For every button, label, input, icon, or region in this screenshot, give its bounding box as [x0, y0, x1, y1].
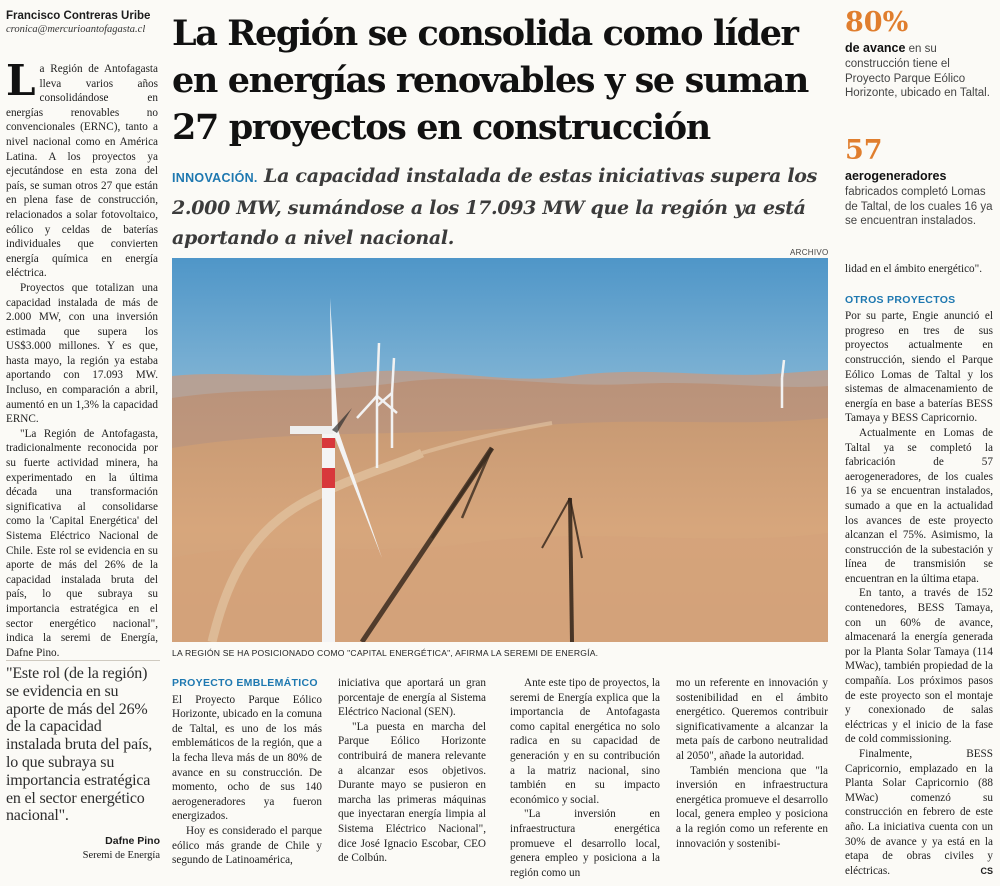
paragraph: Proyectos que totalizan una capacidad instalada de más de 2.000 MW, con una inversión estimada que supera los US$3.000 millones. Y es que, hasta mayo, la región ya estaba aportando con 17.093 MW. Incluso, en comparación a abril, aumentó en un 1,3% la capacidad ERNC. — [6, 281, 158, 426]
byline — [6, 10, 161, 35]
paragraph: En tanto, a través de 152 contenedores, BESS Tamaya, con un 60% de avance, almacenará la energía generada por la Planta Solar Tamaya (114 MWac), también propiedad de la compañía. Los próximos pasos de este proyecto son el montaje y conexionado de salas eléctricas y el inicio de la fase de cold commissioning. — [845, 587, 993, 746]
lead-paragraph: La Región de Antofagasta lleva varios años consolidándose en energías renovables no convencionales (ERNC), tanto a nivel nacional como en América Latina. A los proyectos ya ejecutándose en esta zona del país, se suman otros 27 que están en plena fase de construcción, relacionados a solar fotovoltaico, eólico y celdas de baterías individuales que convierten energía química en energía eléctrica. — [6, 56, 158, 280]
wind-farm-photo — [172, 258, 828, 642]
pull-quote-name: Dafne Pino — [105, 835, 160, 848]
stat-57-turbines — [845, 136, 993, 229]
article-column-d — [676, 676, 828, 851]
article-column-c — [510, 676, 660, 880]
stat-80-percent — [845, 8, 993, 101]
paragraph: Finalmente, BESS Capricornio, emplazado en la Planta Solar Capricornio (88 MWac) comenzó su construcción en febrero de este año. La iniciativa cuenta con un 30% de avance y ya está en la etapa de obras civiles y eléctricas. CS — [845, 748, 993, 877]
paragraph: Ante este tipo de proyectos, la seremi de Energía explica que la importancia de Antofagasta como capital energética no solo radica en su capacidad de generación y en su contribución a la matriz nacional, sino también en su impacto económico y social. — [510, 677, 660, 806]
paragraph: También menciona que "la inversión en infraestructura energética promueve el desarrollo local, genera empleo y posiciona a la región como un referente en innovación y sostenibi- — [676, 764, 828, 850]
section-heading-otros-proyectos: OTROS PROYECTOS — [845, 293, 956, 306]
paragraph: "La Región de Antofagasta, tradicionalmente reconocida por su fuerte actividad minera, ha experimentado en la última década una transformación significativa al consolidarse como la 'Capital Energética' del Sistema Eléctrico Nacional de Chile. Este rol se evidencia en su aporte de más del 26% de la capacidad instalada bruta del país, lo que subraya su importancia estratégica en el sector energético nacional", indica la seremi de Energía, Dafne Pino. — [6, 427, 158, 659]
paragraph: lidad en el ámbito energético". — [845, 263, 983, 275]
paragraph: iniciativa que aportará un gran porcentaje de energía al Sistema Eléctrico Nacional (SEN). — [338, 677, 486, 719]
article-column-a — [172, 676, 322, 868]
stat-description: aerogeneradores fabricados completó Lomas de Taltal, de los cuales 16 ya se encuentran instalados. — [845, 169, 993, 228]
author-name: Francisco Contreras Uribe — [6, 10, 151, 22]
stat-description: de avance en su construcción tiene el Proyecto Parque Eólico Horizonte, ubicado en Taltal. — [845, 41, 990, 100]
dropcap: L — [6, 56, 36, 105]
paragraph: "La puesta en marcha del Parque Eólico Horizonte contribuirá de manera relevante a alcanzar esos objetivos. Durante mayo se pusieron en marcha las primeras máquinas que inyectaran energía limpia al Sistema Eléctrico Nacional", dice José Ignacio Escobar, CEO de Colbún. — [338, 720, 486, 865]
subheadline — [172, 161, 827, 253]
pull-quote — [6, 660, 160, 861]
section-heading-proyecto-emblematico: PROYECTO EMBLEMÁTICO — [172, 677, 318, 689]
end-mark-icon: CS — [980, 865, 993, 876]
paragraph: Hoy es considerado el parque eólico más grande de Chile y segundo de Latinoamérica, — [172, 824, 322, 867]
article-column-b — [338, 676, 486, 866]
subhead-kicker: INNOVACIÓN. — [172, 171, 258, 185]
pull-quote-role: Seremi de Energía — [82, 850, 160, 862]
paragraph: Por su parte, Engie anunció el progreso en tres de sus proyectos actualmente en construcción, siendo el Parque Eólico Lomas de Taltal y los sistemas de almacenamiento de energía en base a baterías BESS Tamaya y BESS Capricornio. — [845, 310, 993, 425]
paragraph: Actualmente en Lomas de Taltal ya se completó la fabricación de 57 aerogeneradores, de los cuales 16 ya se encuentran instalados, sumado a que en la actualidad los avances de este proyecto alcanzan el 75%. Asimismo, la construcción de la subestación y línea de transmisión se encuentran en la última etapa. — [845, 426, 993, 585]
headline: La Región se consolida como líder en energías renovables y se suman 27 proyectos en construcción — [172, 13, 808, 148]
paragraph: mo un referente en innovación y sostenibilidad en el ámbito energético. Queremos contribuir significativamente a alcanzar la meta país de carbono neutralidad al 2050", añade la autoridad. — [676, 677, 828, 762]
pull-quote-text: "Este rol (de la región) se evidencia en su aporte de más del 26% de la capacidad instalada bruta del país, lo que subraya su importancia estratégica en el sector energético nacional". — [6, 665, 153, 825]
stat-number: 57 — [845, 135, 883, 166]
stat-number: 80% — [845, 7, 909, 38]
photo-caption: LA REGIÓN SE HA POSICIONADO COMO "CAPITAL ENERGÉTICA", AFIRMA LA SEREMI DE ENERGÍA. — [172, 648, 599, 658]
paragraph: "La inversión en infraestructura energética promueve el desarrollo local, genera empleo y posiciona a la región como un — [510, 808, 660, 879]
photo-credit: ARCHIVO — [790, 248, 829, 257]
article-column-1 — [6, 56, 158, 660]
author-email[interactable]: cronica@mercurioantofagasta.cl — [6, 24, 146, 35]
subhead-text: La capacidad instalada de estas iniciativas supera los 2.000 MW, sumándose a los 17.093 MW que la región ya está aportando a nivel nacional. — [172, 165, 818, 249]
paragraph: El Proyecto Parque Eólico Horizonte, ubicado en la comuna de Taltal, es uno de los más emblemáticos de la región, que a la fecha lleva más de un 80% de avance en su construcción. De momento, ocho de sus 140 aerogeneradores ya fueron energizados. — [172, 693, 322, 823]
article-column-right — [845, 262, 993, 878]
